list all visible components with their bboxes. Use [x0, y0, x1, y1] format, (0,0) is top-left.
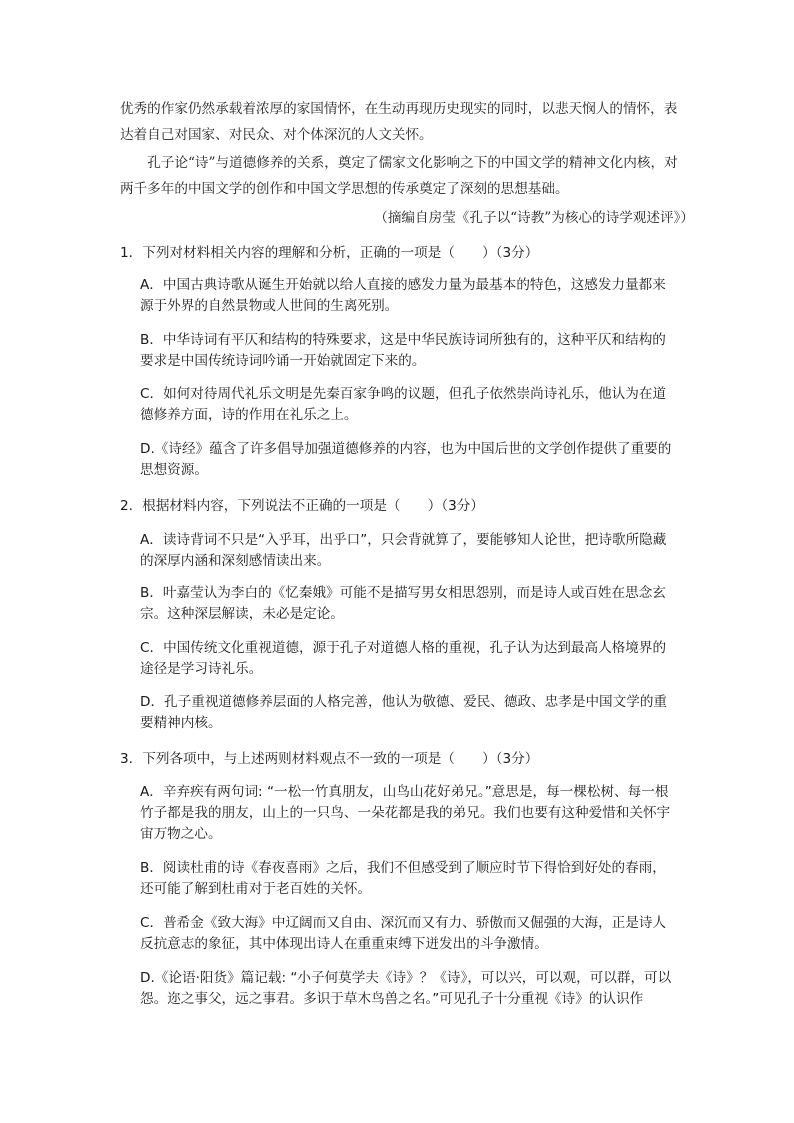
- question-2-option-d: D．孔子重视道德修养层面的人格完善，他认为敬德、爱民、德政、忠孝是中国文学的重要精神内核。: [140, 694, 668, 731]
- question-3-option-b: B．阅读杜甫的诗《春夜喜雨》之后，我们不但感受到了顺应时节下得恰到好处的春雨，还可能了解到杜甫对于老百姓的关怀。: [140, 860, 666, 897]
- question-3-stem: 3．下列各项中，与上述两则材料观点不一致的一项是（ ）（3分）: [120, 751, 539, 767]
- question-3-option-c: C．普希金《致大海》中辽阔而又自由、深沉而又有力、骄傲而又倔强的大海，正是诗人反抗意志的象征，其中体现出诗人在重重束缚下迸发出的斗争激情。: [140, 915, 667, 952]
- question-2-option-c: C．中国传统文化重视道德，源于孔子对道德人格的重视，孔子认为达到最高人格境界的途径是学习诗礼乐。: [140, 640, 667, 677]
- passage-source: （摘编自房莹《孔子以“诗教”为核心的诗学观述评》）: [374, 210, 694, 226]
- passage-paragraph-1: 优秀的作家仍然承载着浓厚的家国情怀，在生动再现历史现实的同时，以悲天悯人的情怀，表达着自己对国家、对民众、对个体深沉的人文关怀。: [120, 101, 678, 143]
- question-2-option-a: A．读诗背词不只是“入乎耳，出乎口”，只会背就算了，要能够知人论世，把诗歌所隐藏的深厚内涵和深刻感情读出来。: [140, 532, 667, 569]
- question-2-option-b: B．叶嘉莹认为李白的《忆秦娥》可能不是描写男女相思怨别，而是诗人或百姓在思念玄宗。这种深层解读，未必是定论。: [140, 585, 666, 622]
- question-1-option-b: B．中华诗词有平仄和结构的特殊要求，这是中华民族诗词所独有的，这种平仄和结构的要求是中国传统诗词吟诵一开始就固定下来的。: [140, 332, 666, 369]
- question-1-option-d: D.《诗经》蕴含了许多倡导加强道德修养的内容，也为中国后世的文学创作提供了重要的思想资源。: [140, 441, 672, 478]
- question-3-option-a: A．辛弃疾有两句词: “一松一竹真朋友，山鸟山花好弟兄。”意思是，每一棵松树、每一根竹子都是我的朋友，山上的一只鸟、一朵花都是我的弟兄。我们也要有这种爱惜和关怀宇宙万物之心。: [140, 784, 671, 842]
- question-2-stem: 2．根据材料内容，下列说法不正确的一项是（ ）（3分）: [120, 498, 484, 514]
- passage-paragraph-2: 孔子论“诗”与道德修养的关系，奠定了儒家文化影响之下的中国文学的精神文化内核，对两千多年的中国文学的创作和中国文学思想的传承奠定了深刻的思想基础。: [120, 155, 678, 197]
- question-3-option-d: D.《论语·阳货》篇记载: “小子何莫学夫《诗》？《诗》，可以兴，可以观，可以群，可以怨。迩之事父，远之事君。多识于草木鸟兽之名。”可见孔子十分重视《诗》的认识作: [140, 970, 672, 1007]
- question-1-option-c: C．如何对待周代礼乐文明是先秦百家争鸣的议题，但孔子依然崇尚诗礼乐，他认为在道德修养方面，诗的作用在礼乐之上。: [140, 386, 667, 423]
- question-1-option-a: A．中国古典诗歌从诞生开始就以给人直接的感发力量为最基本的特色，这感发力量都来源于外界的自然景物或人世间的生离死别。: [140, 277, 666, 314]
- question-1-stem: 1．下列对材料相关内容的理解和分析，正确的一项是（ ）（3分）: [120, 245, 539, 261]
